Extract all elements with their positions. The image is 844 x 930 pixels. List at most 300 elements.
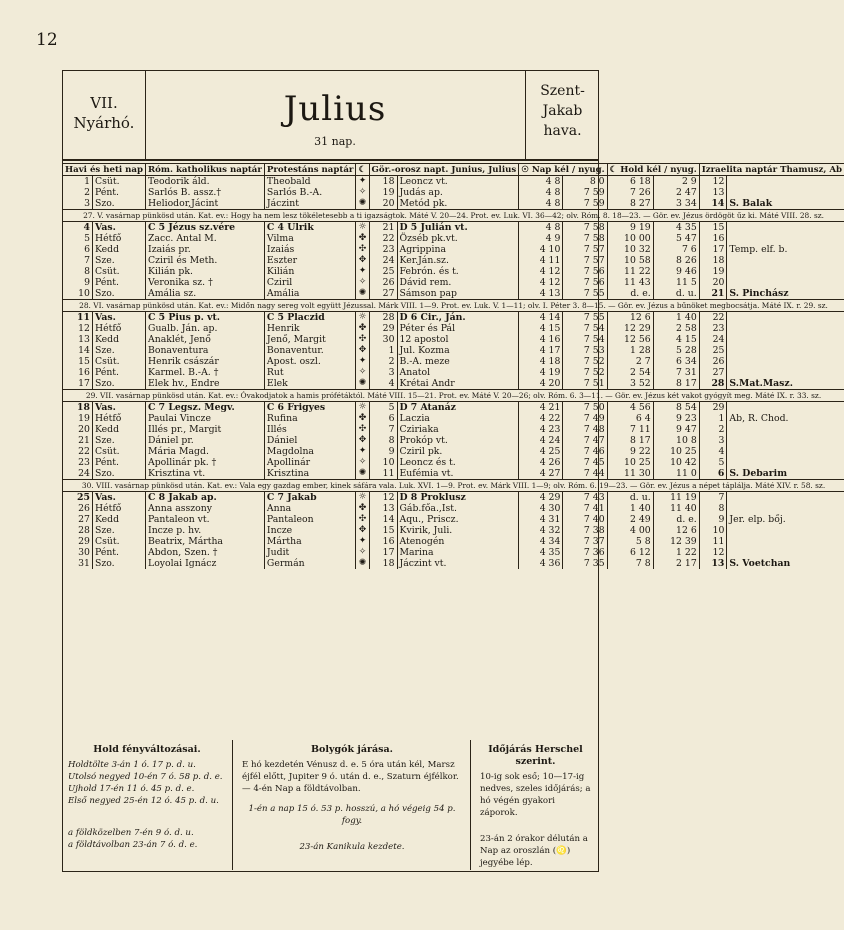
table-row	[63, 424, 844, 435]
zodiac-icon: ✥	[356, 345, 369, 356]
table-cell: Kedd	[92, 244, 145, 255]
table-cell: 7 37	[563, 536, 607, 547]
table-cell: 7 36	[563, 547, 607, 558]
table-row	[63, 176, 844, 188]
table-cell: 4 56	[607, 402, 653, 414]
table-row	[63, 435, 844, 446]
table-cell: Vas.	[92, 492, 145, 504]
table-row	[63, 446, 844, 457]
table-cell: d. u.	[653, 288, 699, 300]
table-cell: 29	[369, 323, 397, 334]
table-cell: 23	[78, 457, 90, 468]
table-cell: 19	[699, 266, 727, 277]
table-cell	[727, 187, 844, 198]
table-cell: Paulai Vincze	[146, 413, 265, 424]
table-cell: Sarlós B.-A.	[264, 187, 356, 198]
weather-text: 10-ig sok eső; 10—17-ig nedves, szeles időjárás; a hó végén gyakori záporok.	[480, 772, 591, 818]
moon-phase-line: Holdtölte 3-án 1 ó. 17 p. d. u.	[68, 760, 196, 770]
table-cell: 10 32	[607, 244, 653, 255]
zodiac-icon: ✦	[356, 176, 369, 188]
gospel-note-row	[63, 390, 844, 402]
table-cell: 7 11	[607, 424, 653, 435]
table-cell: 1	[699, 413, 727, 424]
col-moon-icon: ☾	[356, 164, 369, 176]
table-cell: Jul. Kozma	[397, 345, 519, 356]
table-cell: 11 19	[653, 492, 699, 504]
header-right	[525, 71, 599, 159]
table-cell: 7 58	[563, 222, 607, 234]
table-cell: 25	[369, 266, 397, 277]
table-cell: 2 7	[607, 356, 653, 367]
table-row	[63, 312, 844, 324]
table-cell: 4 12	[519, 266, 563, 277]
table-cell: Vas.	[92, 222, 145, 234]
zodiac-icon: ✦	[356, 446, 369, 457]
table-row	[63, 266, 844, 277]
table-cell: Csüt.	[92, 176, 145, 188]
table-cell: Szo.	[92, 558, 145, 569]
table-cell: Sze.	[92, 345, 145, 356]
weather-title: Időjárás Herschel szerint.	[488, 744, 583, 767]
table-cell	[727, 176, 844, 188]
alt-name-3: hava.	[543, 123, 582, 139]
table-cell: 7 50	[563, 402, 607, 414]
table-cell: Pantaleon	[264, 514, 356, 525]
table-cell: Rufina	[264, 413, 356, 424]
table-cell	[727, 277, 844, 288]
table-cell: 12 6	[653, 525, 699, 536]
table-cell: 10	[78, 288, 90, 299]
table-cell: 4 21	[519, 402, 563, 414]
table-cell: C 5 Pius p. vt.	[146, 312, 265, 324]
table-cell: 24	[78, 468, 90, 479]
table-cell: 10 42	[653, 457, 699, 468]
table-cell: 21	[78, 435, 90, 446]
table-cell: S. Pinchász	[727, 288, 844, 300]
table-cell: 4 8	[519, 176, 563, 188]
alt-name-2: Jakab	[542, 103, 583, 119]
table-cell: 11 40	[653, 503, 699, 514]
table-cell: 3	[699, 435, 727, 446]
table-cell: Leoncz és t.	[397, 457, 519, 468]
table-cell: 5	[369, 402, 397, 414]
col-day: Havi és heti nap	[63, 164, 146, 176]
table-cell: 10 25	[653, 446, 699, 457]
table-cell: 4 20	[519, 378, 563, 390]
table-cell: 4 31	[519, 514, 563, 525]
table-cell: 2	[699, 424, 727, 435]
table-cell: Gáb.főa.,Ist.	[397, 503, 519, 514]
table-cell: 7 47	[563, 435, 607, 446]
table-cell: 4 15	[653, 334, 699, 345]
table-cell: Marina	[397, 547, 519, 558]
table-cell: Abdon, Szen. †	[146, 547, 265, 558]
table-cell: Vas.	[92, 312, 145, 324]
table-cell: Krisztina	[264, 468, 356, 480]
table-cell: Jáczint	[264, 198, 356, 210]
table-cell: 9 46	[653, 266, 699, 277]
table-cell: Heliodor,Jácint	[146, 198, 265, 210]
table-cell: d. e.	[607, 288, 653, 300]
table-cell: 12 56	[607, 334, 653, 345]
table-cell: 4 36	[519, 558, 563, 569]
table-row	[63, 255, 844, 266]
table-cell: Cziril pk.	[397, 446, 519, 457]
table-cell: Henrik császár	[146, 356, 265, 367]
table-cell: 12 29	[607, 323, 653, 334]
zodiac-icon: ✺	[356, 468, 369, 480]
month-title: Julius	[283, 89, 387, 129]
table-cell: 12	[699, 547, 727, 558]
table-cell: 4 16	[519, 334, 563, 345]
table-row	[63, 288, 844, 300]
table-cell: 7 51	[563, 378, 607, 390]
table-row	[63, 503, 844, 514]
table-cell: 5 28	[653, 345, 699, 356]
table-cell: C 4 Ulrik	[264, 222, 356, 234]
table-cell: Kedd	[92, 424, 145, 435]
zodiac-icon: ✥	[356, 435, 369, 446]
table-cell: Hétfő	[92, 323, 145, 334]
gospel-note-row	[63, 300, 844, 312]
table-cell: 8 0	[563, 176, 607, 188]
zodiac-icon: ☼	[356, 222, 369, 234]
zodiac-icon: ✤	[356, 323, 369, 334]
table-cell: 7 31	[653, 367, 699, 378]
table-cell: 20	[369, 198, 397, 210]
table-cell: 7 35	[563, 558, 607, 569]
table-cell: 8 27	[607, 198, 653, 210]
table-cell: Metód pk.	[397, 198, 519, 210]
table-cell: 8	[84, 266, 90, 277]
table-cell: 5	[699, 457, 727, 468]
table-cell: Apollinár	[264, 457, 356, 468]
table-cell	[727, 503, 844, 514]
zodiac-icon: ✺	[356, 198, 369, 210]
zodiac-icon: ✣	[356, 334, 369, 345]
table-cell: d. u.	[607, 492, 653, 504]
table-cell: Dániel	[264, 435, 356, 446]
table-cell: 9 19	[607, 222, 653, 234]
table-cell: 7 58	[563, 233, 607, 244]
table-cell: 12	[699, 176, 727, 188]
table-cell: Csüt.	[92, 446, 145, 457]
table-cell: 6	[84, 244, 90, 255]
table-cell: 17	[699, 244, 727, 255]
column-header-row	[63, 164, 844, 176]
table-cell	[727, 402, 844, 414]
table-cell: Pantaleon vt.	[146, 514, 265, 525]
table-cell: Anatol	[397, 367, 519, 378]
zodiac-icon: ✥	[356, 255, 369, 266]
table-cell: 4 34	[519, 536, 563, 547]
table-cell	[727, 255, 844, 266]
gospel-note: 27. V. vasárnap pünkösd után. Kat. ev.: Hogy ha nem lesz tökéletesebb a ti igazságtok. Máté V. 20—24. Prot. ev. Luk. VI. 36—42; olv. Róm. 8. 18—23. — Gör. ev. Jézus ördögöt űz ki. Máté VIII. 28. sz.	[63, 210, 844, 222]
table-cell: 3 34	[653, 198, 699, 210]
table-cell: Jáczint vt.	[397, 558, 519, 569]
table-cell: 11 0	[653, 468, 699, 480]
table-cell: Csüt.	[92, 266, 145, 277]
table-cell: 4	[369, 378, 397, 390]
table-cell: Amália	[264, 288, 356, 300]
table-cell: Cziril és Meth.	[146, 255, 265, 266]
table-cell: 2 17	[653, 558, 699, 569]
table-cell: 7 44	[563, 468, 607, 480]
zodiac-icon: ✺	[356, 288, 369, 300]
table-cell: 6 12	[607, 547, 653, 558]
table-cell: Loyolai Ignácz	[146, 558, 265, 569]
table-cell: 18	[63, 402, 92, 414]
table-cell: Henrik	[264, 323, 356, 334]
table-cell: 1	[369, 345, 397, 356]
table-cell: Ab, R. Chod.	[727, 413, 844, 424]
weather-box	[474, 740, 597, 870]
table-cell: 11 43	[607, 277, 653, 288]
table-cell: 18	[369, 176, 397, 188]
table-cell: Amália sz.	[146, 288, 265, 300]
table-cell: 4 29	[519, 492, 563, 504]
table-cell: 22	[369, 233, 397, 244]
table-cell: Aqu., Priscz.	[397, 514, 519, 525]
zodiac-icon: ☼	[356, 492, 369, 504]
table-row	[63, 187, 844, 198]
table-cell: 7 54	[563, 323, 607, 334]
table-cell: 10 25	[607, 457, 653, 468]
table-cell: 2 58	[653, 323, 699, 334]
table-cell: 4 35	[519, 547, 563, 558]
table-row	[63, 345, 844, 356]
table-cell: 2	[84, 187, 90, 198]
table-cell: 4 8	[519, 187, 563, 198]
table-row	[63, 536, 844, 547]
table-cell: 10 00	[607, 233, 653, 244]
table-cell: 4 32	[519, 525, 563, 536]
table-cell	[727, 233, 844, 244]
table-row	[63, 514, 844, 525]
table-cell: 17	[369, 547, 397, 558]
table-cell: C 8 Jakab ap.	[146, 492, 265, 504]
table-cell: Kilián pk.	[146, 266, 265, 277]
table-cell: 7 49	[563, 413, 607, 424]
table-cell: Ker.Ján.sz.	[397, 255, 519, 266]
table-cell: 2 9	[653, 176, 699, 188]
table-cell: 18	[369, 558, 397, 569]
table-cell	[727, 356, 844, 367]
table-cell: Apost. oszl.	[264, 356, 356, 367]
table-cell: C 5 Placzid	[264, 312, 356, 324]
table-cell	[727, 547, 844, 558]
table-cell: 26	[78, 503, 90, 514]
table-cell: 14	[369, 514, 397, 525]
table-cell: Karmel. B.-A. †	[146, 367, 265, 378]
table-cell: Beatrix, Mártha	[146, 536, 265, 547]
table-cell: S. Debarim	[727, 468, 844, 480]
table-cell: Jenő, Margit	[264, 334, 356, 345]
table-cell	[727, 435, 844, 446]
table-cell: 25	[63, 492, 92, 504]
table-cell: 12 6	[607, 312, 653, 324]
table-row	[63, 457, 844, 468]
zodiac-icon: ✧	[356, 547, 369, 558]
table-cell: Leoncz vt.	[397, 176, 519, 188]
moon-phases-box	[62, 740, 233, 870]
table-cell: 13	[699, 558, 727, 569]
table-cell: 4 24	[519, 435, 563, 446]
table-cell: S. Voetchan	[727, 558, 844, 569]
table-cell: 7 48	[563, 424, 607, 435]
zodiac-icon: ✣	[356, 514, 369, 525]
zodiac-icon: ☼	[356, 312, 369, 324]
table-cell: Anaklét, Jenő	[146, 334, 265, 345]
kanikula-text: 23-án Kanikula kezdete.	[299, 842, 405, 852]
table-cell: Pént.	[92, 547, 145, 558]
table-cell: 13	[369, 503, 397, 514]
table-cell: 6 18	[607, 176, 653, 188]
table-cell	[727, 367, 844, 378]
table-row	[63, 492, 844, 504]
table-cell: 13	[78, 334, 90, 345]
table-cell: 7	[369, 424, 397, 435]
table-cell: 4	[699, 446, 727, 457]
table-cell: Csüt.	[92, 536, 145, 547]
table-cell: 28	[369, 312, 397, 324]
table-cell: 4 13	[519, 288, 563, 300]
table-row	[63, 378, 844, 390]
table-cell: 10	[699, 525, 727, 536]
table-cell: 7	[84, 255, 90, 266]
table-cell: 7 53	[563, 345, 607, 356]
table-cell: Laczia	[397, 413, 519, 424]
table-cell: Elek	[264, 378, 356, 390]
table-cell	[727, 345, 844, 356]
table-cell: Germán	[264, 558, 356, 569]
table-cell: Eszter	[264, 255, 356, 266]
moon-phase-line: Utolsó negyed 10-én 7 ó. 58 p. d. e.	[68, 772, 223, 782]
table-cell: 7 41	[563, 503, 607, 514]
table-cell: 2 49	[607, 514, 653, 525]
table-cell: Illés pr., Margit	[146, 424, 265, 435]
table-cell: 1 22	[653, 547, 699, 558]
table-cell: 4 17	[519, 345, 563, 356]
table-cell: 23	[369, 244, 397, 255]
table-cell: 9 22	[607, 446, 653, 457]
table-cell: 24	[699, 334, 727, 345]
table-cell: 4 8	[519, 222, 563, 234]
gospel-note-row	[63, 210, 844, 222]
table-cell: Judit	[264, 547, 356, 558]
zodiac-icon: ✧	[356, 277, 369, 288]
table-row	[63, 277, 844, 288]
table-cell: Hétfő	[92, 413, 145, 424]
table-cell: 16	[369, 536, 397, 547]
table-cell: 9 47	[653, 424, 699, 435]
table-cell: 22	[78, 446, 90, 457]
table-cell: 4 12	[519, 277, 563, 288]
table-cell: Krétai Andr	[397, 378, 519, 390]
table-cell: 26	[699, 356, 727, 367]
table-cell: D 6 Cir., Ján.	[397, 312, 519, 324]
table-cell: 12 apostol	[397, 334, 519, 345]
zodiac-icon: ✧	[356, 367, 369, 378]
table-cell	[727, 492, 844, 504]
table-row	[63, 468, 844, 480]
table-cell: 6	[699, 468, 727, 480]
table-cell: Gualb. Ján. ap.	[146, 323, 265, 334]
table-row	[63, 222, 844, 234]
table-cell: 19	[78, 413, 90, 424]
table-cell: 11	[63, 312, 92, 324]
table-cell: 2	[369, 356, 397, 367]
gospel-note: 30. VIII. vasárnap pünkösd után. Kat. ev.: Vala egy gazdag ember, kinek sáfára vala. Luk. XVI. 1—9. Prot. ev. Márk VIII. 1—9; olv. Róm. 6. 19—23. — Gör. ev. Jézus a népet táplálja. Máté XIV. r. 58. sz.	[63, 480, 844, 492]
table-cell: 2 47	[653, 187, 699, 198]
table-cell	[727, 525, 844, 536]
table-cell: 4 15	[519, 323, 563, 334]
alt-name-1: Szent-	[540, 83, 585, 99]
table-cell: 20	[78, 424, 90, 435]
table-cell: 6 34	[653, 356, 699, 367]
table-cell: Jer. elp. bőj.	[727, 514, 844, 525]
table-cell: Sze.	[92, 525, 145, 536]
table-cell: 4 19	[519, 367, 563, 378]
table-cell	[727, 312, 844, 324]
table-cell: 7 56	[563, 277, 607, 288]
table-cell: 7 57	[563, 255, 607, 266]
table-cell: C 6 Frigyes	[264, 402, 356, 414]
table-cell: 4 25	[519, 446, 563, 457]
table-cell: Pént.	[92, 277, 145, 288]
table-cell: C 7 Legsz. Megv.	[146, 402, 265, 414]
table-cell: Szo.	[92, 288, 145, 300]
gospel-note-row	[63, 480, 844, 492]
table-cell: 7 59	[563, 187, 607, 198]
table-cell: Anna	[264, 503, 356, 514]
table-cell: 14	[78, 345, 90, 356]
table-row	[63, 244, 844, 255]
table-cell: 6	[369, 413, 397, 424]
table-cell: Kedd	[92, 334, 145, 345]
table-cell: 11 30	[607, 468, 653, 480]
table-cell: B.-A. meze	[397, 356, 519, 367]
table-cell: 10	[369, 457, 397, 468]
table-row	[63, 525, 844, 536]
zodiac-icon: ✦	[356, 356, 369, 367]
table-cell: 4 10	[519, 244, 563, 255]
table-cell: Atenogén	[397, 536, 519, 547]
table-cell: 7	[699, 492, 727, 504]
table-cell: 21	[699, 288, 727, 300]
table-cell: 9	[699, 514, 727, 525]
table-cell: 30	[78, 547, 90, 558]
table-cell: 7 26	[607, 187, 653, 198]
col-protestant: Protestáns naptár	[264, 164, 356, 176]
planets-box	[234, 740, 471, 870]
table-cell: Mártha	[264, 536, 356, 547]
table-cell: Krisztina vt.	[146, 468, 265, 480]
table-cell: 27	[369, 288, 397, 300]
table-cell: Temp. elf. b.	[727, 244, 844, 255]
table-cell: 7 45	[563, 457, 607, 468]
calendar-header	[63, 71, 598, 161]
table-cell: 18	[699, 255, 727, 266]
col-moon: ☾ Hold kél / nyug.	[607, 164, 699, 176]
table-cell: Rut	[264, 367, 356, 378]
zodiac-icon: ☼	[356, 402, 369, 414]
table-cell: 4 23	[519, 424, 563, 435]
col-catholic: Róm. katholikus naptár	[146, 164, 265, 176]
table-cell: S.Mat.Masz.	[727, 378, 844, 390]
table-cell: 15	[369, 525, 397, 536]
table-cell: Judás ap.	[397, 187, 519, 198]
